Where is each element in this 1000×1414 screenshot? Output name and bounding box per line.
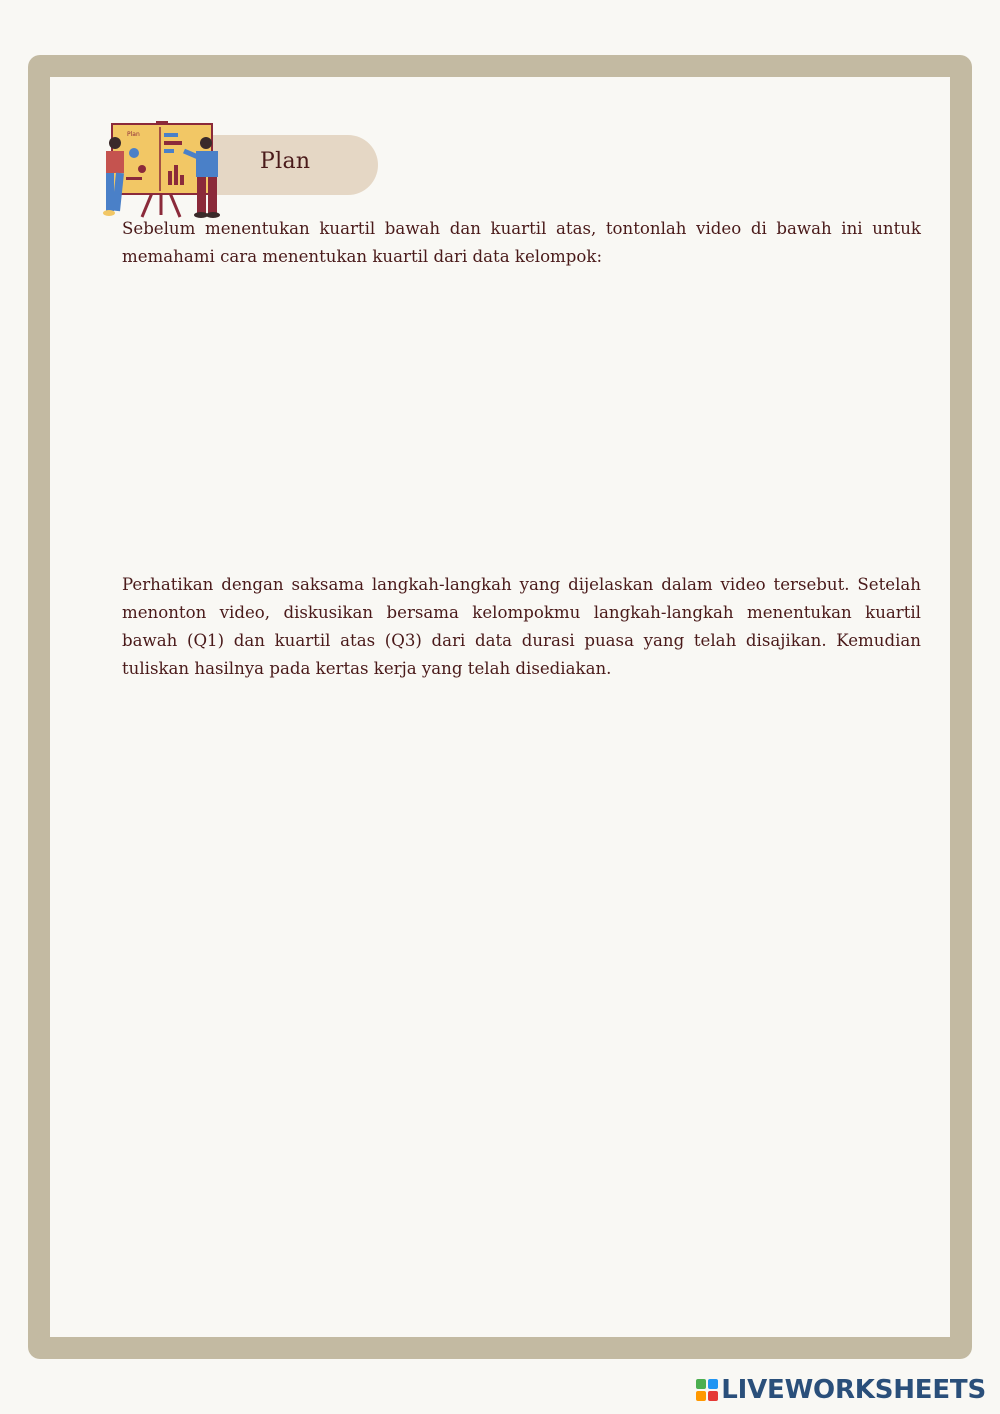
page-frame	[28, 55, 972, 1359]
brand-name: LIVEWORKSHEETS	[721, 1375, 986, 1405]
intro-paragraph: Sebelum menentukan kuartil bawah dan kuartil atas, tontonlah video di bawah ini untuk memahami cara menentukan kuartil dari data kelompok:	[122, 219, 921, 266]
section-title: Plan	[260, 149, 311, 174]
presentation-illustration-icon	[98, 121, 228, 221]
liveworksheets-logo	[696, 1373, 986, 1407]
liveworksheets-logo-icon	[696, 1379, 718, 1401]
svg-text:Plan: Plan	[127, 131, 140, 138]
instructions-paragraph: Perhatikan dengan saksama langkah-langkah yang dijelaskan dalam video tersebut. Setelah menonton video, diskusikan bersama kelompokmu langkah-langkah menentukan kuartil bawah (Q1) dan kuartil atas (Q3) dari data durasi puasa yang telah disajikan. Kemudian tuliskan hasilnya pada kertas kerja yang telah disediakan.	[122, 575, 921, 678]
worksheet-page	[50, 77, 950, 1337]
